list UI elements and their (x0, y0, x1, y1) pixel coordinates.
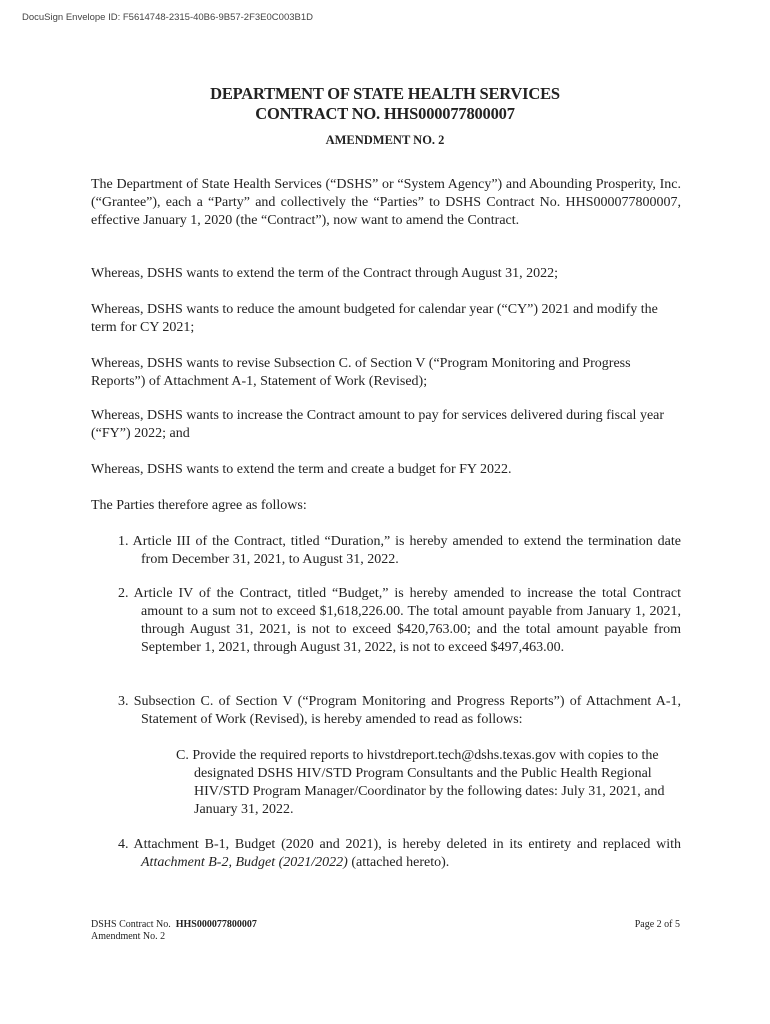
docusign-envelope-id: DocuSign Envelope ID: F5614748-2315-40B6-9B57-2F3E0C003B1D (22, 12, 313, 23)
whereas-3: Whereas, DSHS wants to revise Subsection C. of Section V (“Program Monitoring and Progress Reports”) of Attachment A-1, Statement of Work (Revised); (91, 356, 631, 389)
list-item-4 (118, 836, 681, 872)
item4-attachment-title: Attachment B-2, Budget (2021/2022) (141, 855, 348, 870)
whereas-2: Whereas, DSHS wants to reduce the amount budgeted for calendar year (“CY”) 2021 and modify the term for CY 2021; (91, 302, 658, 335)
item4-prefix: 4. Attachment B-1, Budget (2020 and 2021), is hereby deleted in its entirety and replaced with (118, 837, 681, 852)
list-item-1: 1. Article III of the Contract, titled “Duration,” is hereby amended to extend the termination date from December 31, 2021, to August 31, 2022. (118, 534, 681, 567)
agree-statement: The Parties therefore agree as follows: (91, 498, 307, 513)
footer-contract-number: HHS000077800007 (175, 919, 257, 930)
whereas-5: Whereas, DSHS wants to extend the term and create a budget for FY 2022. (91, 462, 512, 477)
amendment-heading: AMENDMENT NO. 2 (325, 133, 445, 147)
item4-suffix: (attached hereto). (347, 855, 450, 870)
intro-paragraph: The Department of State Health Services (“DSHS” or “System Agency”) and Abounding Prosperity, Inc. (“Grantee”), each a “Party” and collectively the “Parties” to DSHS Contract No. HHS000077800007, effective January 1, 2020 (the “Contract”), now want to amend the Contract. (91, 177, 681, 228)
whereas-4: Whereas, DSHS wants to increase the Contract amount to pay for services delivered during fiscal year (“FY”) 2022; and (91, 408, 665, 441)
subsection-c: C. Provide the required reports to hivstdreport.tech@dshs.texas.gov with copies to the designated DSHS HIV/STD Program Consultants and the Public Health Regional HIV/STD Program Manager/Coordinator by the following dates: July 31, 2021, and January 31, 2022. (176, 748, 665, 817)
list-item-3: 3. Subsection C. of Section V (“Program Monitoring and Progress Reports”) of Attachment A-1, Statement of Work (Revised), is hereby amended to read as follows: (118, 694, 681, 727)
whereas-1: Whereas, DSHS wants to extend the term of the Contract through August 31, 2022; (91, 266, 558, 281)
page-number: Page 2 of 5 (634, 919, 680, 930)
footer-left (91, 919, 257, 943)
footer-contract-label: DSHS Contract No. (91, 919, 171, 930)
list-item-2: 2. Article IV of the Contract, titled “Budget,” is hereby amended to increase the total Contract amount to a sum not to exceed $1,618,226.00. The total amount payable from January 1, 2021, through August 31, 2021, is not to exceed $420,763.00; and the total amount payable from September 1, 2021, through August 31, 2022, is not to exceed $497,463.00. (118, 586, 681, 655)
contract-number-title: CONTRACT NO. HHS000077800007 (255, 104, 515, 123)
footer-amendment: Amendment No. 2 (91, 931, 166, 942)
department-title: DEPARTMENT OF STATE HEALTH SERVICES (210, 84, 560, 103)
